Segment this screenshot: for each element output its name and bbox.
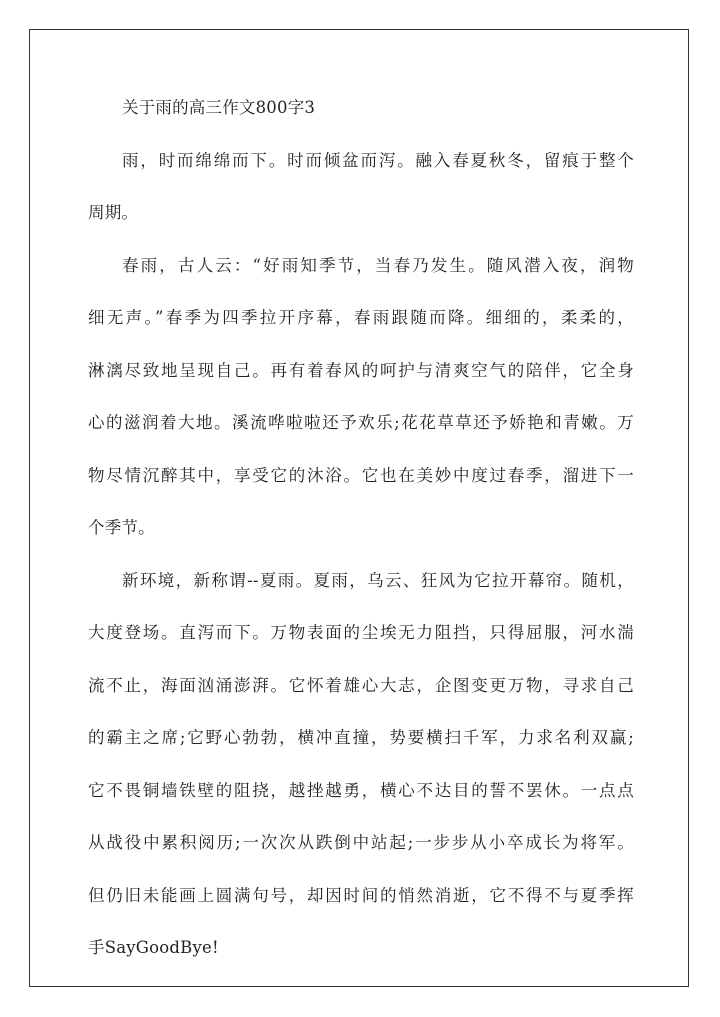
paragraph-1-line-1: 雨，时而绵绵而下。时而倾盆而泻。融入春夏秋冬，留痕于整个 xyxy=(122,150,634,170)
paragraph-3-line-1: 新环境，新称谓--夏雨。夏雨，乌云、狂风为它拉开幕帘。随机， xyxy=(122,570,634,590)
paragraph-3-line-8: 手SayGoodBye! xyxy=(88,938,219,957)
paragraph-3-line-6: 从战役中累积阅历;一次次从跌倒中站起;一步步从小卒成长为将军。 xyxy=(88,833,634,852)
paragraph-2-line-4: 心的滋润着大地。溪流哗啦啦还予欢乐;花花草草还予娇艳和青嫩。万 xyxy=(88,413,634,432)
document-body xyxy=(88,96,634,989)
document-title: 关于雨的高三作文800字3 xyxy=(122,98,316,117)
paragraph-3-line-7: 但仍旧未能画上圆满句号，却因时间的悄然消逝，它不得不与夏季挥 xyxy=(88,885,634,905)
paragraph-2-line-3: 淋漓尽致地呈现自己。再有着春风的呵护与清爽空气的陪伴，它全身 xyxy=(88,360,634,380)
paragraph-2-line-5: 物尽情沉醉其中，享受它的沐浴。它也在美妙中度过春季，溜进下一 xyxy=(88,465,634,485)
paragraph-2-line-2: 细无声。”春季为四季拉开序幕，春雨跟随而降。细细的，柔柔的， xyxy=(88,308,634,327)
paragraph-3-line-2: 大度登场。直泻而下。万物表面的尘埃无力阻挡，只得屈服，河水湍 xyxy=(88,623,634,642)
paragraph-3-line-3: 流不止，海面汹涌澎湃。它怀着雄心大志，企图变更万物，寻求自己 xyxy=(88,675,634,695)
paragraph-3-line-5: 它不畏铜墙铁壁的阻挠，越挫越勇，横心不达目的誓不罢休。一点点 xyxy=(88,780,634,800)
paragraph-3-line-4: 的霸主之席;它野心勃勃，横冲直撞，势要横扫千军，力求名利双赢; xyxy=(88,728,634,747)
paragraph-2-line-6: 个季节。 xyxy=(88,518,155,537)
paragraph-2-line-1: 春雨，古人云：“好雨知季节，当春乃发生。随风潜入夜，润物 xyxy=(122,255,634,275)
paragraph-1-line-2: 周期。 xyxy=(88,203,139,222)
